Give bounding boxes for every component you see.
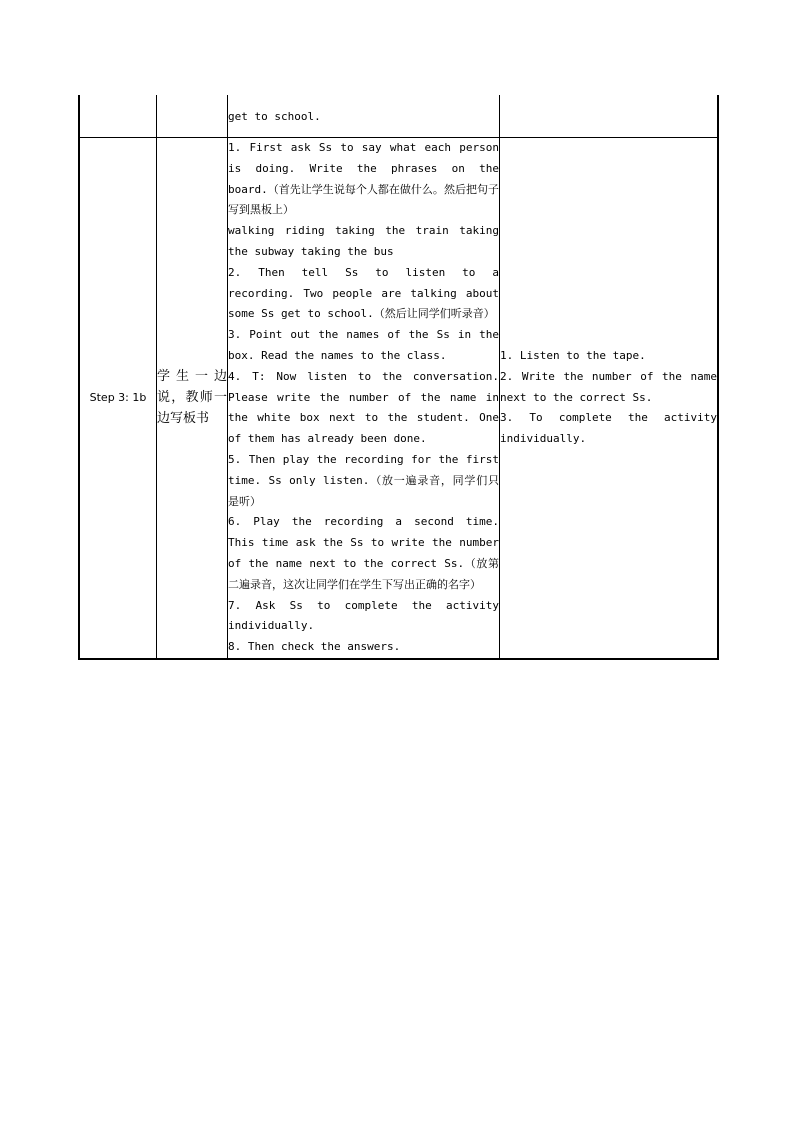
- teacher-activity-item: 2. Then tell Ss to listen to a recording. Two people are talking about some Ss get to school.（然后让同学们听录音）: [228, 265, 499, 321]
- step3-row: [79, 138, 718, 659]
- continued-row: [79, 95, 718, 138]
- teacher-activity-item: 6. Play the recording a second time. This time ask the Ss to write the number of the name next to the correct Ss.（放第二遍录音，这次让同学们在学生下写出正确的名字）: [228, 515, 499, 591]
- activities-tail-text: get to school.: [228, 110, 321, 124]
- teacher-activity-item: 1. First ask Ss to say what each person is doing. Write the phrases on the board.（首先让学生说每个人都在做什么。然后把句子写到黑板上）: [228, 141, 499, 217]
- teacher-activity-item: 5. Then play the recording for the first time. Ss only listen.（放一遍录音，同学们只是听）: [228, 452, 499, 508]
- teacher-activity-item: 4. T: Now listen to the conversation. Please write the number of the name in the white box next to the student. One of them has already been done.: [228, 369, 499, 446]
- method-cell-empty: [157, 95, 228, 138]
- teacher-activity-item: 3. Point out the names of the Ss in the box. Read the names to the class.: [228, 328, 499, 362]
- step-label: Step 3: 1b: [79, 138, 157, 659]
- step-cell-empty: [79, 95, 157, 138]
- teacher-activity-item: walking riding taking the train taking the subway taking the bus: [228, 224, 499, 258]
- teacher-activities-list: [228, 138, 499, 658]
- teacher-activities-cell: [228, 138, 500, 659]
- teacher-activity-item: 8. Then check the answers.: [228, 640, 401, 654]
- teacher-activity-item: 7. Ask Ss to complete the activity individually.: [228, 598, 499, 633]
- lesson-plan-table: [78, 95, 719, 660]
- student-activities-list: [500, 346, 717, 450]
- teaching-method: [157, 138, 228, 659]
- student-activities-cell: [500, 138, 719, 659]
- student-activity-item: 2. Write the number of the name next to the correct Ss.: [500, 369, 717, 404]
- method-text: 学生一边说，教师一边写板书: [157, 369, 227, 427]
- student-activity-item: 3. To complete the activity individually.: [500, 411, 717, 446]
- teacher-activities-continued: [228, 95, 500, 138]
- student-activity-item: 1. Listen to the tape.: [500, 348, 646, 362]
- student-activities-cell-empty: [500, 95, 719, 138]
